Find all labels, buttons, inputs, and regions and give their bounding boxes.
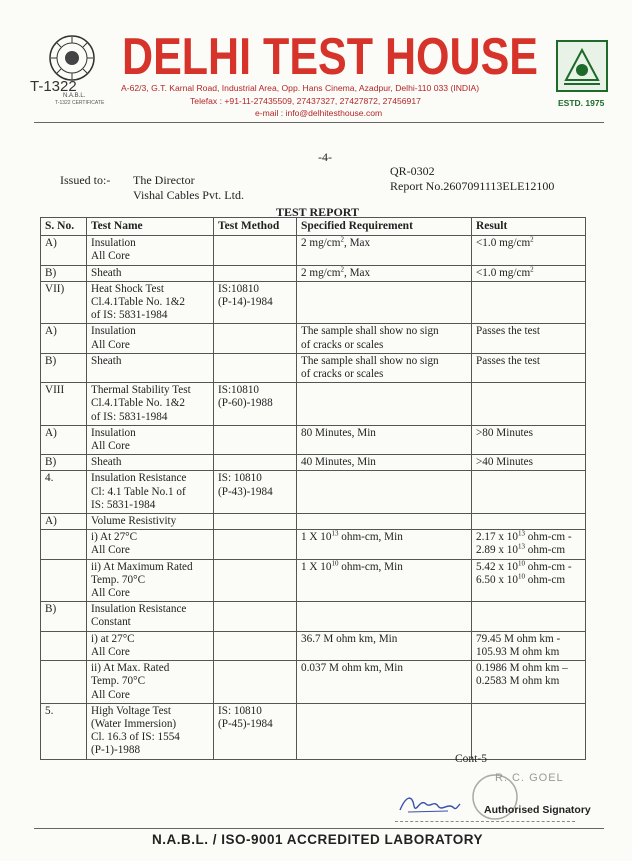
table-row [41, 236, 586, 265]
cell-requirement: The sample shall show no sign of cracks or scales [297, 353, 472, 382]
cell-sno [41, 631, 87, 660]
col-header-test-name: Test Name [87, 218, 214, 236]
cell-requirement: 0.037 M ohm km, Min [297, 661, 472, 704]
cell-sno: VIII [41, 383, 87, 426]
cell-requirement [297, 281, 472, 324]
established-year: ESTD. 1975 [558, 98, 605, 108]
cell-test-name: Insulation Resistance Cl: 4.1 Table No.1 of IS: 5831-1984 [87, 471, 214, 514]
cell-test-method: IS: 10810 (P-43)-1984 [214, 471, 297, 514]
recipient-title: The Director [133, 173, 195, 187]
cell-result: >80 Minutes [472, 425, 586, 454]
cell-requirement: 1 X $10^{10}$ ohm-cm, Min [297, 559, 472, 602]
cell-sno: A) [41, 514, 87, 530]
stamp-name: R. C. GOEL [495, 772, 564, 784]
cell-result: 2.17 x $10^{13}$ ohm-cm - 2.89 x $10^{13}$ ohm-cm [472, 530, 586, 559]
test-report-table [40, 217, 586, 760]
cell-test-method: IS:10810 (P-14)-1984 [214, 281, 297, 324]
cell-sno: B) [41, 602, 87, 631]
cell-result: Passes the test [472, 324, 586, 353]
cell-sno: A) [41, 236, 87, 265]
cell-test-name: Insulation All Core [87, 324, 214, 353]
qr-code-number: QR-0302 [390, 164, 435, 178]
cell-sno: B) [41, 265, 87, 281]
report-title: TEST REPORT [276, 205, 360, 219]
svg-text:DELHI TEST HOUSE: DELHI TEST HOUSE [122, 28, 538, 86]
continuation-note: Cont-5 [455, 753, 487, 765]
lab-address: A-62/3, G.T. Karnal Road, Industrial Area, Opp. Hans Cinema, Azadpur, Delhi-110 033 (INDIA) [121, 83, 480, 93]
cell-result [472, 514, 586, 530]
cell-sno: A) [41, 425, 87, 454]
cell-result [472, 471, 586, 514]
cell-sno: B) [41, 455, 87, 471]
cell-requirement: 80 Minutes, Min [297, 425, 472, 454]
cell-result: 0.1986 M ohm km – 0.2583 M ohm km [472, 661, 586, 704]
table-row [41, 530, 586, 559]
cell-result: <1.0 $mg/cm^2$ [472, 265, 586, 281]
table-header-row [41, 218, 586, 236]
cell-sno: 4. [41, 471, 87, 514]
nabl-label: N.A.B.L. [63, 93, 86, 99]
col-header-result: Result [472, 218, 586, 236]
cell-sno [41, 530, 87, 559]
issued-to-label: Issued to:- [60, 173, 111, 187]
table-row [41, 281, 586, 324]
cell-test-method [214, 631, 297, 660]
page-number: -4- [318, 150, 332, 164]
nabl-seal-logo [48, 34, 96, 82]
cell-test-name: Insulation All Core [87, 425, 214, 454]
cell-requirement: 1 X $10^{13}$ ohm-cm, Min [297, 530, 472, 559]
cell-requirement: 40 Minutes, Min [297, 455, 472, 471]
cell-test-name: Insulation All Core [87, 236, 214, 265]
cell-result: >40 Minutes [472, 455, 586, 471]
cell-test-method: IS: 10810 (P-45)-1984 [214, 703, 297, 759]
cell-sno: VII) [41, 281, 87, 324]
table-row [41, 559, 586, 602]
cell-test-method [214, 661, 297, 704]
table-row [41, 455, 586, 471]
cell-requirement: 36.7 M ohm km, Min [297, 631, 472, 660]
cell-sno [41, 661, 87, 704]
lab-telefax: Telefax : +91-11-27435509, 27437327, 27427872, 27456917 [190, 96, 421, 106]
signature-line [395, 821, 575, 822]
table-row [41, 703, 586, 759]
cell-result [472, 281, 586, 324]
brand-logo [120, 26, 540, 86]
col-header-requirement: Specified Requirement [297, 218, 472, 236]
accreditation-footer: N.A.B.L. / ISO-9001 ACCREDITED LABORATORY [152, 832, 484, 847]
cell-result: 79.45 M ohm km - 105.93 M ohm km [472, 631, 586, 660]
table-row [41, 471, 586, 514]
header-divider [34, 122, 604, 123]
cell-sno: A) [41, 324, 87, 353]
nabl-sub-label: T-1322 CERTIFICATE [55, 100, 105, 106]
table-row [41, 631, 586, 660]
cell-result: Passes the test [472, 353, 586, 382]
table-row [41, 383, 586, 426]
cell-test-name: i) at 27°C All Core [87, 631, 214, 660]
cell-requirement: 2 $mg/cm^2$, Max [297, 236, 472, 265]
table-row [41, 324, 586, 353]
cell-requirement [297, 471, 472, 514]
estd-emblem-logo [556, 40, 608, 92]
cell-test-name: i) At 27°C All Core [87, 530, 214, 559]
cell-requirement: The sample shall show no sign of cracks or scales [297, 324, 472, 353]
cell-test-name: ii) At Maximum Rated Temp. 70°C All Core [87, 559, 214, 602]
table-row [41, 661, 586, 704]
cell-test-name: ii) At Max. Rated Temp. 70°C All Core [87, 661, 214, 704]
cell-requirement [297, 602, 472, 631]
cell-test-method [214, 265, 297, 281]
cell-sno: 5. [41, 703, 87, 759]
cell-test-name: High Voltage Test (Water Immersion) Cl. 16.3 of IS: 1554 (P-1)-1988 [87, 703, 214, 759]
cell-test-method [214, 236, 297, 265]
cell-test-name: Sheath [87, 265, 214, 281]
cell-sno [41, 559, 87, 602]
cell-test-method [214, 559, 297, 602]
recipient-company: Vishal Cables Pvt. Ltd. [133, 188, 244, 202]
cell-test-name: Heat Shock Test Cl.4.1Table No. 1&2 of IS: 5831-1984 [87, 281, 214, 324]
table-row [41, 353, 586, 382]
cell-result: <1.0 $mg/cm^2$ [472, 236, 586, 265]
cell-test-method: IS:10810 (P-60)-1988 [214, 383, 297, 426]
col-header-test-method: Test Method [214, 218, 297, 236]
cell-test-method [214, 514, 297, 530]
cell-test-method [214, 530, 297, 559]
cell-test-name: Volume Resistivity [87, 514, 214, 530]
cell-test-method [214, 353, 297, 382]
cell-test-name: Sheath [87, 353, 214, 382]
cell-requirement [297, 703, 472, 759]
cell-test-method [214, 324, 297, 353]
table-row [41, 514, 586, 530]
table-row [41, 265, 586, 281]
cell-result: 5.42 x $10^{10}$ ohm-cm - 6.50 x $10^{10}$ ohm-cm [472, 559, 586, 602]
cell-requirement [297, 514, 472, 530]
cell-result [472, 703, 586, 759]
cell-requirement: 2 $mg/cm^2$, Max [297, 265, 472, 281]
report-number: Report No.2607091113ELE12100 [390, 179, 555, 193]
cell-requirement [297, 383, 472, 426]
lab-email: e-mail : info@delhitesthouse.com [255, 108, 383, 118]
cell-test-name: Thermal Stability Test Cl.4.1Table No. 1&2 of IS: 5831-1984 [87, 383, 214, 426]
authorised-signatory-label: Authorised Signatory [484, 804, 591, 816]
cell-sno: B) [41, 353, 87, 382]
cell-result [472, 383, 586, 426]
cell-test-name: Insulation Resistance Constant [87, 602, 214, 631]
col-header-sno: S. No. [41, 218, 87, 236]
table-row [41, 602, 586, 631]
table-row [41, 425, 586, 454]
cell-test-method [214, 425, 297, 454]
cell-test-method [214, 455, 297, 471]
footer-divider [34, 828, 604, 829]
handwritten-signature [398, 790, 462, 816]
cell-test-method [214, 602, 297, 631]
cell-result [472, 602, 586, 631]
certificate-code: T-1322 [30, 78, 77, 95]
cell-test-name: Sheath [87, 455, 214, 471]
